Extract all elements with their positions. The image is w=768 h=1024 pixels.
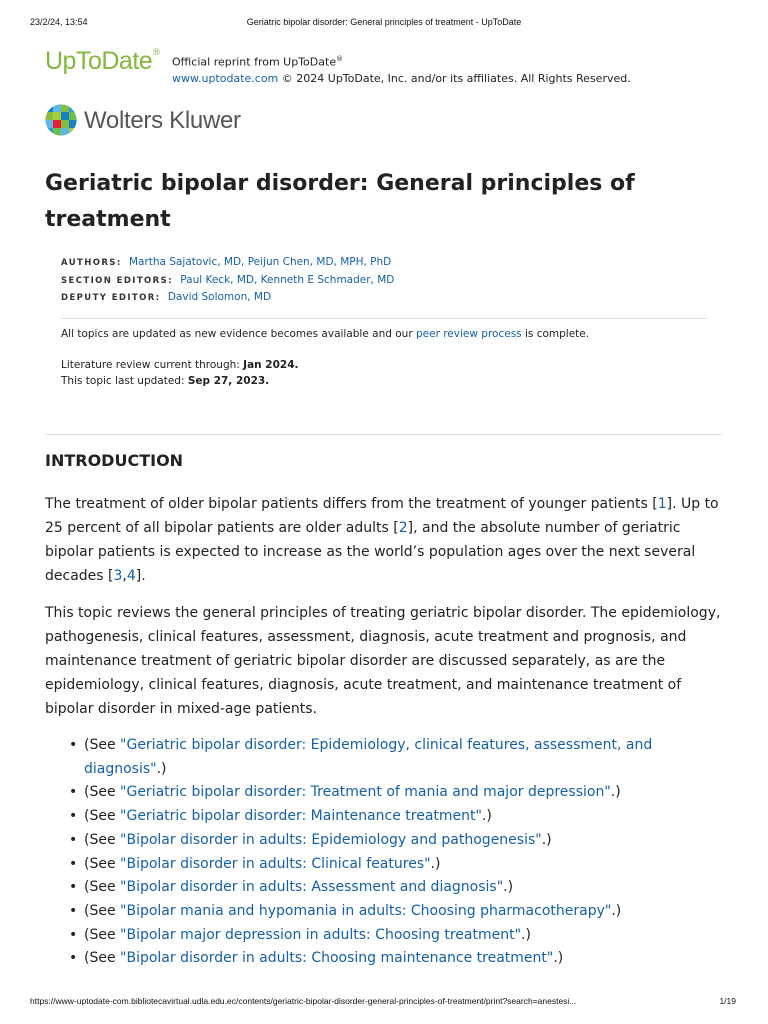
paragraph-text: ].: [135, 568, 146, 584]
bullet-icon: •: [69, 831, 78, 848]
last-updated-date: Sep 27, 2023.: [187, 375, 270, 387]
bullet-icon: •: [69, 737, 78, 753]
see-suffix: .): [503, 879, 514, 896]
uptodate-site-link[interactable]: www.uptodate.com: [172, 71, 279, 85]
lit-review-date: Jan 2024.: [243, 359, 299, 371]
last-updated-label: This topic last updated:: [61, 375, 188, 387]
intro-paragraph-2: This topic reviews the general principles of treating geriatric bipolar disorder. The epidemiology, pathogenesis, clinical features, assessment, diagnosis, acute treatment and prognosis, and maintenance treatment of geriatric bipolar disorder are discussed separately, as are the epidemiology, clinical features, diagnosis, acute treatment, and maintenance treatment of bipolar disorder in mixed-age patients.: [45, 605, 721, 717]
authors-link[interactable]: Martha Sajatovic, MD, Peijun Chen, MD, MPH, PhD: [128, 256, 392, 268]
deputy-editor-row: [61, 289, 394, 307]
section-editors-label: SECTION EDITORS:: [61, 275, 173, 286]
print-header: [30, 17, 738, 29]
uptodate-logo-text: UpToDate: [45, 47, 153, 75]
see-suffix: .): [553, 950, 564, 967]
divider: [45, 434, 722, 435]
print-date: 23/2/24, 13:54: [30, 17, 88, 27]
page-number: 1/19: [719, 996, 736, 1006]
reference-link-3[interactable]: 3: [113, 568, 123, 584]
print-doc-title: Geriatric bipolar disorder: General principles of treatment - UpToDate: [246, 17, 522, 27]
bullet-icon: •: [69, 808, 78, 825]
wolters-kluwer-globe-icon: [45, 104, 77, 136]
bullet-icon: •: [69, 879, 78, 896]
reprint-label: Official reprint from UpToDate: [172, 55, 337, 69]
see-also-item: [45, 853, 705, 877]
see-prefix: (See: [84, 902, 121, 919]
see-also-item: [45, 924, 705, 948]
update-note-prefix: All topics are updated as new evidence becomes available and our: [61, 328, 416, 340]
deputy-editor-link[interactable]: David Solomon, MD: [167, 291, 272, 303]
paragraph-text: ], and the absolute number of geriatric bipolar patients is expected to increase as the world’s population ages over the next several decades [: [45, 520, 696, 584]
print-footer: [30, 996, 738, 1008]
deputy-editor-label: DEPUTY EDITOR:: [61, 293, 161, 303]
see-prefix: (See: [84, 855, 121, 872]
paragraph-text: The treatment of older bipolar patients differs from the treatment of younger patients [: [45, 496, 658, 512]
authors-label: AUTHORS:: [61, 258, 122, 268]
see-suffix: .): [611, 902, 622, 919]
intro-paragraph-1: [45, 492, 725, 588]
reference-link-4[interactable]: 4: [126, 568, 136, 584]
wolters-kluwer-wordmark: Wolters Kluwer: [84, 107, 241, 134]
see-suffix: .): [541, 831, 552, 848]
see-also-link-mania-pharmacotherapy[interactable]: "Bipolar mania and hypomania in adults: Choosing pharmacotherapy": [120, 902, 612, 919]
see-suffix: .): [156, 760, 167, 777]
see-suffix: .): [481, 808, 492, 825]
see-suffix: .): [610, 784, 621, 801]
see-also-item: [45, 947, 705, 971]
see-prefix: (See: [84, 784, 121, 801]
see-prefix: (See: [84, 831, 121, 848]
see-prefix: (See: [84, 808, 121, 825]
print-url: https://www-uptodate-com.bibliotecavirtual.udla.edu.ec/contents/geriatric-bipolar-disorder-general-principles-of-treatment/print?search=anestesi...: [30, 996, 577, 1006]
see-also-link-adults-clinical-features[interactable]: "Bipolar disorder in adults: Clinical features": [120, 855, 431, 872]
see-also-list: [45, 734, 705, 971]
see-also-link-adults-maintenance[interactable]: "Bipolar disorder in adults: Choosing maintenance treatment": [120, 950, 554, 967]
see-also-link-treatment-mania-depression[interactable]: "Geriatric bipolar disorder: Treatment of mania and major depression": [120, 784, 611, 801]
see-suffix: .): [430, 855, 441, 872]
peer-review-link[interactable]: peer review process: [415, 328, 522, 340]
section-editors-row: [61, 272, 394, 290]
divider: [61, 318, 707, 319]
see-prefix: (See: [84, 879, 121, 896]
lit-review-label: Literature review current through:: [61, 359, 244, 371]
bullet-icon: •: [69, 950, 78, 967]
copyright-text: © 2024 UpToDate, Inc. and/or its affiliates. All Rights Reserved.: [281, 71, 631, 85]
see-also-link-adults-epidemiology[interactable]: "Bipolar disorder in adults: Epidemiology and pathogenesis": [120, 831, 542, 848]
article-title: Geriatric bipolar disorder: General principles of treatment: [45, 171, 635, 232]
reprint-mark: ®: [336, 55, 344, 63]
see-also-item: [45, 781, 705, 805]
see-also-item: [45, 734, 705, 781]
see-suffix: .): [521, 926, 531, 943]
see-also-item: [45, 876, 705, 900]
bullet-icon: •: [69, 926, 78, 943]
article-credits: [61, 254, 394, 307]
see-also-link-depression-treatment[interactable]: "Bipolar major depression in adults: Choosing treatment": [120, 926, 522, 943]
see-also-link-adults-assessment[interactable]: "Bipolar disorder in adults: Assessment and diagnosis": [120, 879, 504, 896]
update-note: [61, 326, 589, 342]
see-also-item: [45, 829, 705, 853]
see-also-item: [45, 805, 705, 829]
bullet-icon: •: [69, 784, 78, 801]
bullet-icon: •: [69, 855, 78, 872]
see-also-link-geriatric-maintenance[interactable]: "Geriatric bipolar disorder: Maintenance treatment": [120, 808, 482, 825]
authors-row: [61, 254, 394, 272]
registered-mark: ®: [153, 47, 160, 57]
see-prefix: (See: [84, 950, 121, 967]
paragraph-text: ]. Up to 25 percent of all bipolar patients are older adults [: [45, 496, 719, 536]
see-also-link-epidemiology-clinical-assessment[interactable]: "Geriatric bipolar disorder: Epidemiology, clinical features, assessment, and diagnosis": [84, 737, 653, 777]
reference-link-2[interactable]: 2: [398, 520, 408, 536]
see-prefix: (See: [84, 926, 121, 943]
see-prefix: (See: [84, 737, 121, 753]
uptodate-logo[interactable]: [45, 47, 159, 76]
see-also-item: [45, 900, 705, 924]
reference-link-1[interactable]: 1: [657, 496, 667, 512]
section-heading-introduction: INTRODUCTION: [45, 451, 184, 470]
reprint-notice: [172, 51, 631, 87]
bullet-icon: •: [69, 902, 78, 919]
section-editors-link[interactable]: Paul Keck, MD, Kenneth E Schmader, MD: [180, 273, 395, 286]
reference-separator: ,: [122, 568, 127, 584]
update-note-suffix: is complete.: [521, 328, 590, 340]
review-dates: [61, 357, 299, 389]
